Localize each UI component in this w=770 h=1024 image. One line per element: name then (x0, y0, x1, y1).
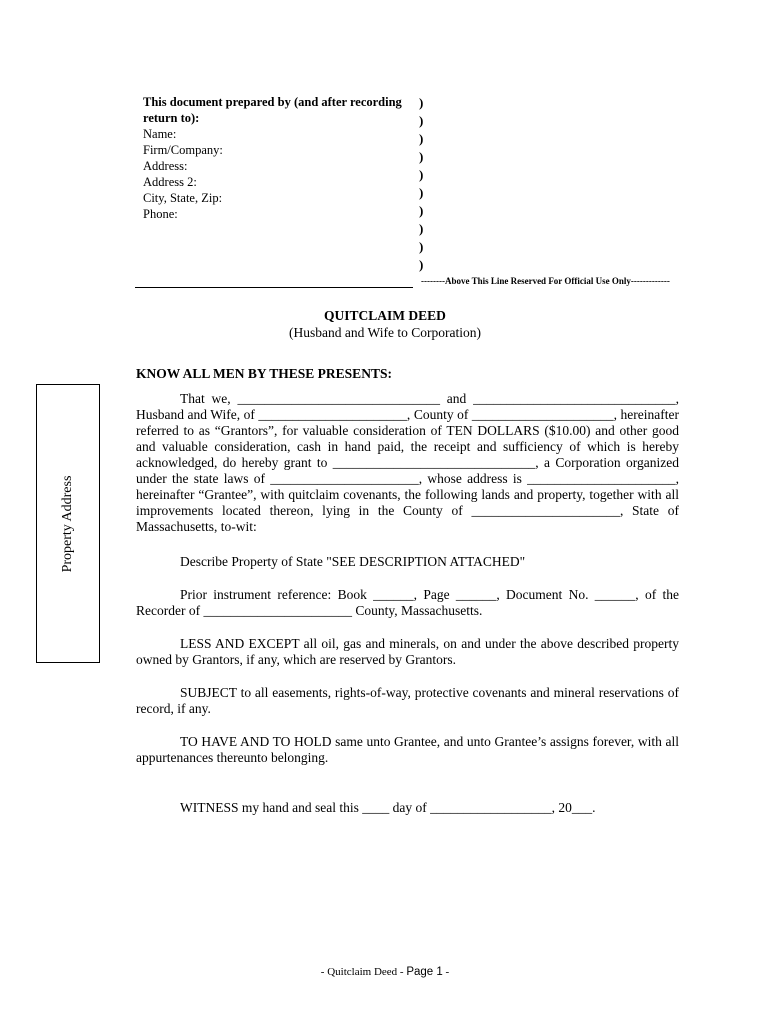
preparer-block (143, 94, 413, 222)
paren: ) (419, 185, 424, 200)
paren: ) (419, 239, 424, 254)
preparer-address2-label: Address 2: (143, 175, 197, 189)
parenthesis-column (419, 94, 429, 274)
property-address-label: Property Address (60, 475, 75, 572)
document-title: QUITCLAIM DEED (324, 308, 446, 323)
document-subtitle: (Husband and Wife to Corporation) (289, 325, 481, 340)
preparer-divider-line (135, 287, 413, 288)
footer-dash: - (445, 966, 450, 978)
habendum-paragraph: TO HAVE AND TO HOLD same unto Grantee, and unto Grantee’s assigns forever, with all appurtenances thereunto belonging. (136, 734, 679, 765)
property-address-box (36, 384, 100, 663)
witness-paragraph: WITNESS my hand and seal this ____ day of __________________, 20___. (180, 800, 596, 815)
know-all-heading: KNOW ALL MEN BY THESE PRESENTS: (136, 366, 392, 381)
preparer-heading: This document prepared by (and after recording return to): (143, 95, 402, 125)
property-description-paragraph: Describe Property of State "SEE DESCRIPTION ATTACHED" (180, 554, 526, 569)
page-footer (0, 966, 770, 978)
paren: ) (419, 221, 424, 236)
preparer-phone-label: Phone: (143, 207, 178, 221)
preparer-city-label: City, State, Zip: (143, 191, 223, 205)
paren: ) (419, 257, 424, 272)
prior-instrument-paragraph: Prior instrument reference: Book ______, Page ______, Document No. ______, of the Recorder of ______________________ County, Massachusetts. (136, 587, 679, 618)
paren: ) (419, 167, 424, 182)
paren: ) (419, 113, 424, 128)
preparer-name-label: Name: (143, 127, 177, 141)
paren: ) (419, 95, 424, 110)
paren: ) (419, 149, 424, 164)
preparer-address-label: Address: (143, 159, 188, 173)
less-and-except-paragraph: LESS AND EXCEPT all oil, gas and minerals, on and under the above described property owned by Grantors, if any, which are reserved by Grantors. (136, 636, 679, 667)
footer-document-name: - Quitclaim Deed - (320, 966, 404, 978)
paren: ) (419, 131, 424, 146)
subject-to-paragraph: SUBJECT to all easements, rights-of-way, protective covenants and mineral reservations of record, if any. (136, 685, 679, 716)
official-use-notice: --------Above This Line Reserved For Official Use Only------------- (421, 276, 670, 286)
footer-page-number: Page 1 (406, 966, 443, 978)
grant-paragraph: That we, ______________________________ and ______________________________, Husband and Wife, of ______________________, County of _____________________, hereinafter referred to as “Grantors”, for valuable consideration of TEN DOLLARS ($10.00) and other good and valuable consideration, cash in hand paid, the receipt and sufficiency of which is hereby acknowledged, do hereby grant to ______________________________, a Corporation organized under the state laws of ______________________, whose address is ______________________, hereinafter “Grantee”, with quitclaim covenants, the following lands and property, together with all improvements located thereon, lying in the County of ______________________, State of Massachusetts, to-wit: (136, 391, 679, 534)
paren: ) (419, 203, 424, 218)
preparer-firm-label: Firm/Company: (143, 143, 223, 157)
